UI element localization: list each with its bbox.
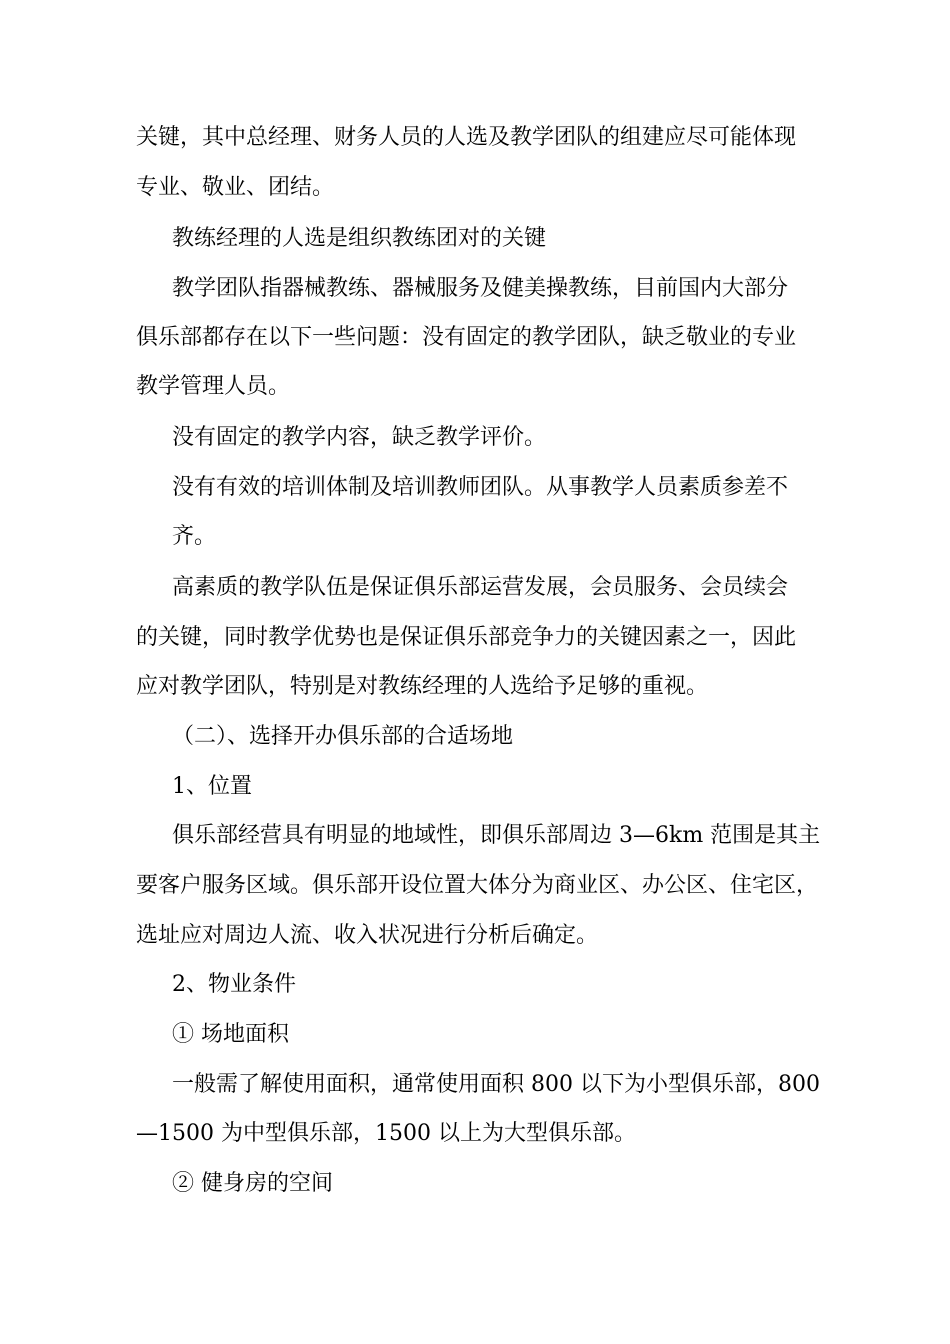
paragraph-line: 应对教学团队，特别是对教练经理的人选给予足够的重视。: [136, 674, 709, 699]
paragraph-line: 专业、敬业、团结。: [136, 175, 335, 200]
paragraph-line: 俱乐部经营具有明显的地域性，即俱乐部周边 3—6km 范围是其主: [172, 823, 821, 848]
subsection-heading: 1、位置: [172, 774, 252, 799]
paragraph-line: 一般需了解使用面积，通常使用面积 800 以下为小型俱乐部，800: [172, 1072, 820, 1097]
paragraph-line: 高素质的教学队伍是保证俱乐部运营发展，会员服务、会员续会: [172, 575, 789, 600]
paragraph-line: 要客户服务区域。俱乐部开设位置大体分为商业区、办公区、住宅区，: [136, 873, 819, 898]
list-item-heading: ② 健身房的空间: [172, 1171, 333, 1196]
paragraph-line: 没有有效的培训体制及培训教师团队。从事教学人员素质参差不: [172, 475, 789, 500]
paragraph-line: —1500 为中型俱乐部，1500 以上为大型俱乐部。: [136, 1121, 636, 1146]
list-item-heading: ① 场地面积: [172, 1022, 289, 1047]
paragraph-line: 教学团队指器械教练、器械服务及健美操教练，目前国内大部分: [172, 276, 789, 301]
paragraph-line: 没有固定的教学内容，缺乏教学评价。: [172, 425, 547, 450]
section-heading: （二）、选择开办俱乐部的合适场地: [172, 724, 514, 749]
paragraph-line: 俱乐部都存在以下一些问题：没有固定的教学团队，缺乏敬业的专业: [136, 325, 797, 350]
paragraph-line: 选址应对周边人流、收入状况进行分析后确定。: [136, 923, 599, 948]
paragraph-line: 的关键，同时教学优势也是保证俱乐部竞争力的关键因素之一，因此: [136, 625, 797, 650]
paragraph-line: 教练经理的人选是组织教练团对的关键: [172, 226, 547, 251]
paragraph-line: 齐。: [172, 524, 217, 549]
subsection-heading: 2、物业条件: [172, 972, 296, 997]
paragraph-line: 关键，其中总经理、财务人员的人选及教学团队的组建应尽可能体现: [136, 125, 797, 150]
paragraph-line: 教学管理人员。: [136, 374, 291, 399]
